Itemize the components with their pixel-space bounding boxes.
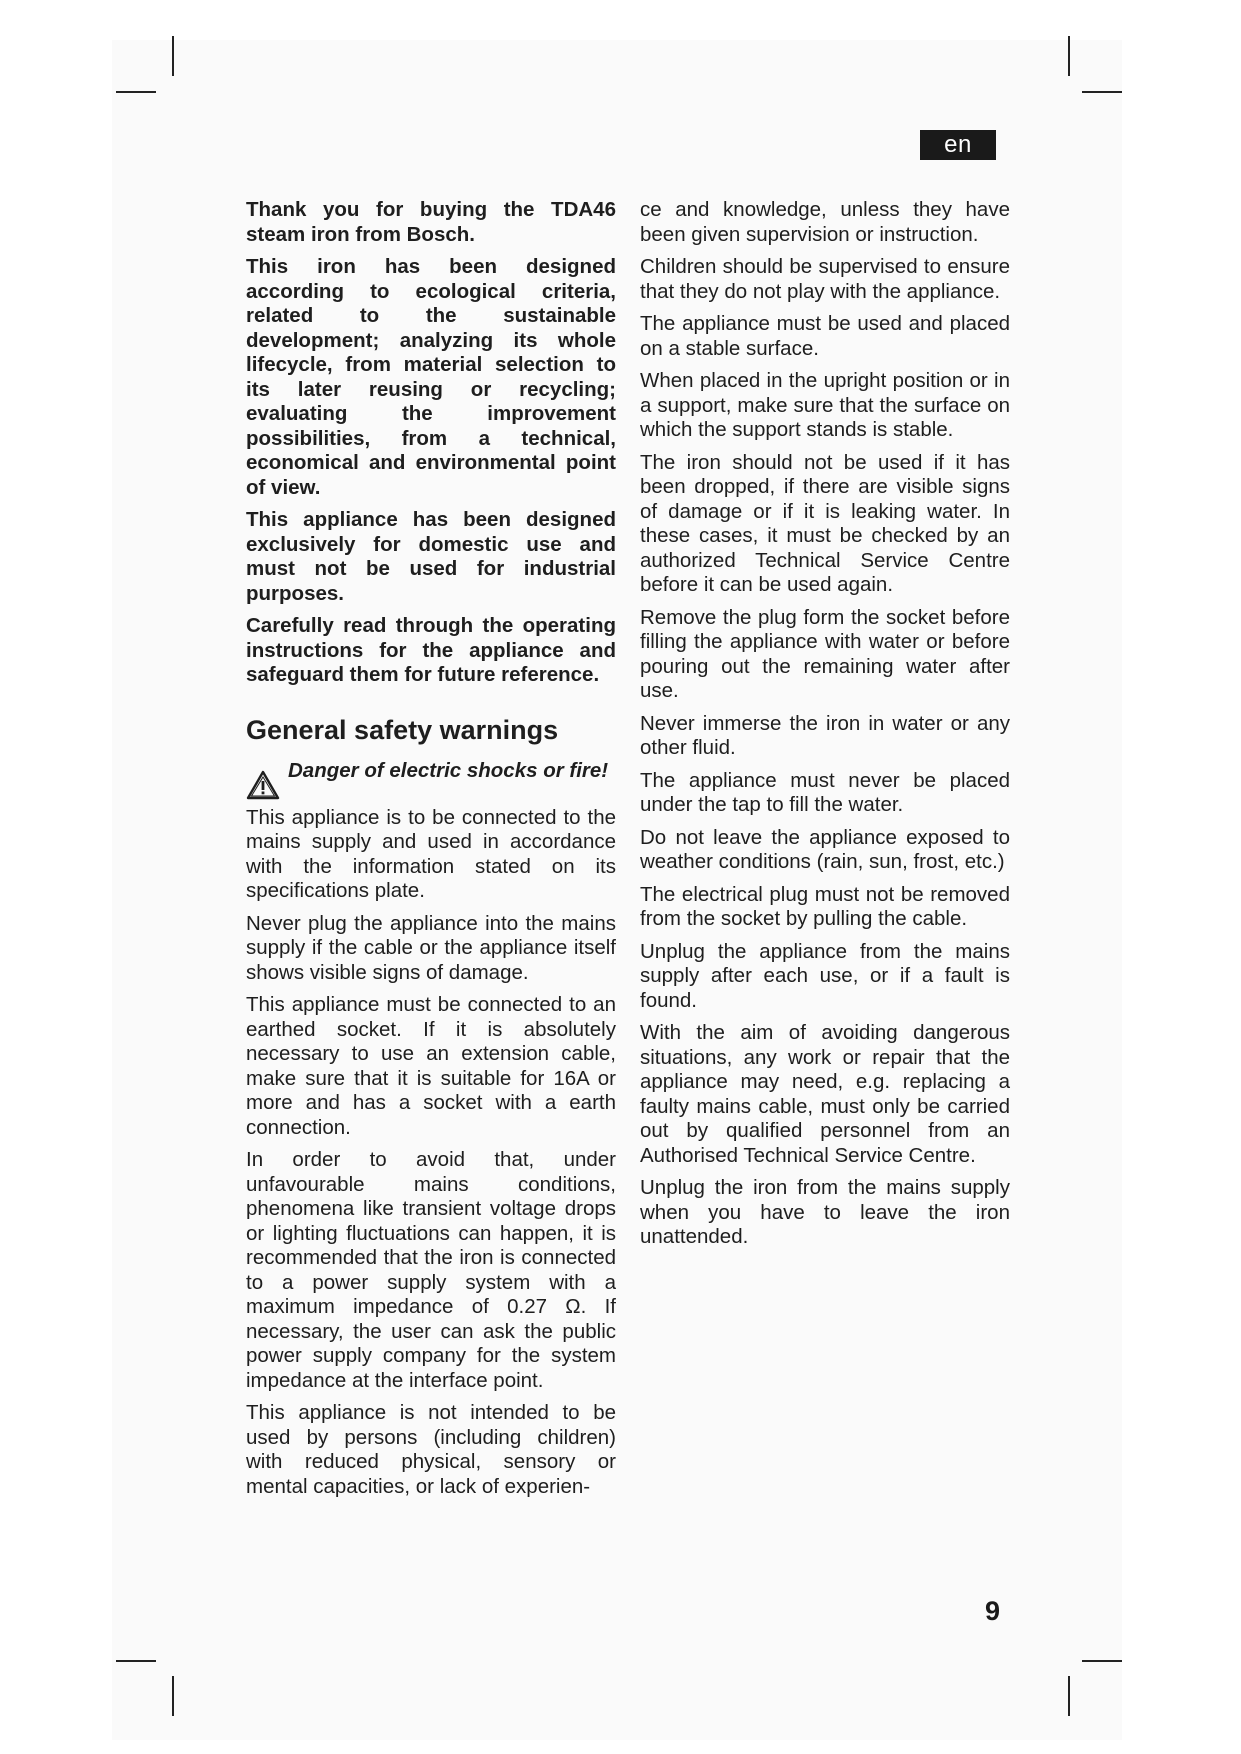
section-heading: General safety warnings bbox=[246, 714, 559, 745]
intro-paragraph: Carefully read through the operating instructions for the appliance and safeguard them for future reference. bbox=[246, 614, 616, 686]
left-column bbox=[246, 198, 616, 1507]
body-paragraph: ce and knowledge, unless they have been given supervision or instruction. bbox=[640, 198, 1010, 246]
body-paragraph: Remove the plug form the socket before filling the appliance with water or before pouring out the remaining water after use. bbox=[640, 605, 1010, 702]
intro-paragraph: This iron has been designed according to ecological criteria, related to the sustainable development; analyzing its whole lifecycle, from material selection to its later reusing or recycling; evaluating the improvement possibilities, from a technical, economical and environmental point of view. bbox=[246, 255, 616, 499]
page-number: 9 bbox=[984, 1596, 1000, 1626]
body-paragraph: The electrical plug must not be removed from the socket by pulling the cable. bbox=[640, 882, 1010, 930]
crop-mark-bottom-right-vertical bbox=[1068, 1676, 1070, 1716]
language-badge: en bbox=[920, 130, 996, 160]
crop-mark-top-right-vertical bbox=[1068, 36, 1070, 76]
body-paragraph: Unplug the appliance from the mains supply after each use, or if a fault is found. bbox=[640, 939, 1010, 1012]
crop-mark-top-right-horizontal bbox=[1082, 91, 1122, 93]
body-paragraph: Do not leave the appliance exposed to weather conditions (rain, sun, frost, etc.) bbox=[640, 825, 1010, 873]
crop-mark-top-left-horizontal bbox=[116, 91, 156, 93]
body-paragraph: This appliance is not intended to be used by persons (including children) with reduced physical, sensory or mental capacities, or lack of experien- bbox=[246, 1401, 616, 1498]
crop-mark-bottom-left-horizontal bbox=[116, 1660, 156, 1662]
body-paragraph: Never immerse the iron in water or any other fluid. bbox=[640, 711, 1010, 759]
warning-block bbox=[246, 758, 616, 800]
body-paragraph: In order to avoid that, under unfavourable mains conditions, phenomena like transient voltage drops or lighting fluctuations can happen, it is recommended that the iron is connected to a power supply system with a maximum impedance of 0.27 Ω. If necessary, the user can ask the public power supply company for the system impedance at the interface point. bbox=[246, 1148, 616, 1392]
intro-paragraph: Thank you for buying the TDA46 steam iron from Bosch. bbox=[246, 198, 616, 246]
body-paragraph: Never plug the appliance into the mains supply if the cable or the appliance itself shows visible signs of damage. bbox=[246, 911, 616, 984]
body-paragraph: The iron should not be used if it has been dropped, if there are visible signs of damage or if it is leaking water. In these cases, it must be checked by an authorized Technical Service Centre before it can be used again. bbox=[640, 450, 1010, 596]
warning-title: Danger of electric shocks or fire! bbox=[288, 758, 609, 782]
body-paragraph: With the aim of avoiding dangerous situations, any work or repair that the appliance may need, e.g. replacing a faulty mains cable, must only be carried out by qualified personnel from an Authorised Technical Service Centre. bbox=[640, 1021, 1010, 1167]
body-paragraph: This appliance must be connected to an earthed socket. If it is absolutely necessary to use an extension cable, make sure that it is suitable for 16A or more and has a socket with a earth connection. bbox=[246, 993, 616, 1139]
intro-paragraph: This appliance has been designed exclusively for domestic use and must not be used for industrial purposes. bbox=[246, 508, 616, 605]
body-paragraph: Children should be supervised to ensure that they do not play with the appliance. bbox=[640, 255, 1010, 303]
crop-mark-top-left-vertical bbox=[172, 36, 174, 76]
body-paragraph: This appliance is to be connected to the mains supply and used in accordance with the information stated on its specifications plate. bbox=[246, 805, 616, 902]
right-column bbox=[640, 198, 1010, 1258]
crop-mark-bottom-right-horizontal bbox=[1082, 1660, 1122, 1662]
body-paragraph: The appliance must never be placed under the tap to fill the water. bbox=[640, 768, 1010, 816]
body-paragraph: Unplug the iron from the mains supply when you have to leave the iron unattended. bbox=[640, 1176, 1010, 1248]
body-paragraph: When placed in the upright position or in a support, make sure that the surface on which the support stands is stable. bbox=[640, 369, 1010, 441]
body-paragraph: The appliance must be used and placed on a stable surface. bbox=[640, 312, 1010, 360]
warning-triangle-icon bbox=[246, 770, 280, 800]
crop-mark-bottom-left-vertical bbox=[172, 1676, 174, 1716]
